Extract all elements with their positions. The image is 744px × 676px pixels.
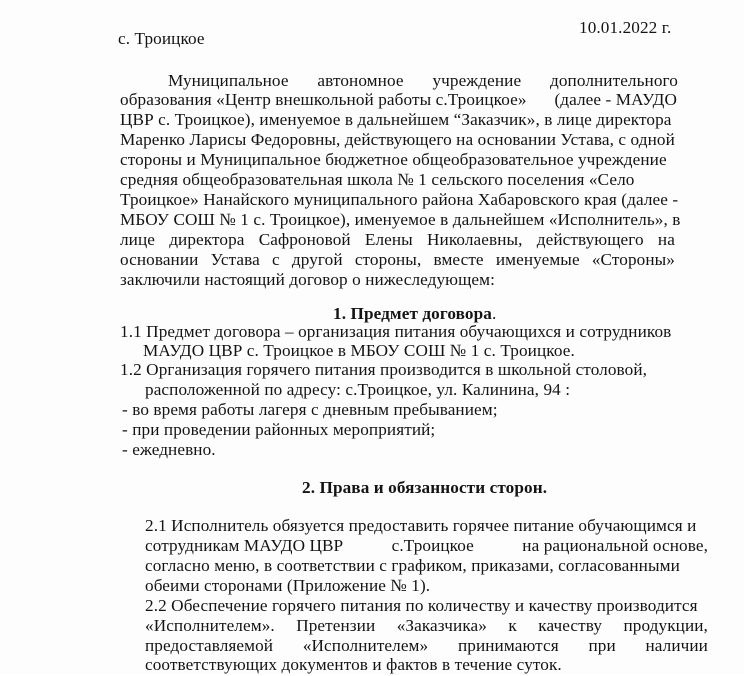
intro-word: Сафроновой — [258, 230, 351, 249]
intro-word: Елены — [364, 230, 413, 249]
item-2-2-word: «Заказчика» — [396, 616, 487, 635]
intro-word: дополнительного — [550, 71, 678, 90]
item-2-2-word: предоставляемой — [145, 636, 274, 655]
item-2-2-word: при — [588, 636, 616, 655]
document-date: 10.01.2022 г. — [579, 18, 672, 37]
item-2-1: 2.1 Исполнитель обязуется предоставить горячее питание обучающимся и — [145, 516, 697, 535]
intro-word: стороны, — [354, 250, 422, 269]
intro-segment: (далее - МАУДО — [554, 90, 677, 109]
section-2-title: 2. Права и обязанности сторон. — [302, 478, 548, 497]
intro-line-10 — [120, 249, 675, 271]
item-1-2-cont: расположенной по адресу: с.Троицкое, ул. Калинина, 94 : — [145, 380, 571, 399]
place-name: с. Троицкое — [118, 29, 205, 48]
item-1-1-cont: МАУДО ЦВР с. Троицкое в МБОУ СОШ № 1 с. Троицкое. — [143, 341, 575, 360]
item-2-2-word: «Исполнителем». — [145, 616, 275, 635]
intro-word: лице — [120, 230, 156, 249]
bullet-1: - во время работы лагеря с дневным пребыванием; — [122, 400, 498, 419]
intro-line-11: заключили настоящий договор о нижеследующем: — [120, 270, 496, 289]
item-2-2-word: качеству — [538, 616, 603, 635]
intro-word: с — [272, 250, 280, 269]
item-2-2-word: Претензии — [296, 616, 376, 635]
item-2-2-line-4: соответствующих документов и фактов в течение суток. — [145, 655, 562, 674]
item-2-1-segment: с.Троицкое — [391, 536, 474, 555]
item-2-2-word: к — [508, 616, 517, 635]
item-2-1-segment: на рациональной основе, — [522, 536, 708, 555]
intro-word: директора — [169, 230, 245, 249]
item-2-2-word: наличии — [645, 636, 708, 655]
intro-word: на — [657, 230, 675, 249]
intro-word: Николаевны, — [427, 230, 523, 249]
bullet-2: - при проведении районных мероприятий; — [122, 420, 436, 439]
intro-word: именуемые — [495, 250, 580, 269]
intro-line-8: МБОУ СОШ № 1 с. Троицкое), именуемое в дальнейшем «Исполнитель», в — [120, 210, 681, 229]
intro-word: Устава — [210, 250, 260, 269]
intro-line-5: стороны и Муниципальное бюджетное общеобразовательное учреждение — [120, 150, 667, 169]
item-2-1-line-4: обеими сторонами (Приложение № 1). — [145, 576, 431, 595]
intro-line-3: ЦВР с. Троицкое), именуемое в дальнейшем “Заказчик», в лице директора — [120, 110, 672, 129]
intro-line-4: Маренко Ларисы Федоровны, действующего на основании Устава, с одной — [120, 130, 675, 149]
item-2-2-word: «Исполнителем» — [302, 636, 429, 655]
intro-line-6: средняя общеобразовательная школа № 1 сельского поселения «Село — [120, 170, 635, 189]
intro-line-2 — [120, 89, 677, 111]
intro-segment: образования «Центр внешкольной работы с.Троицкое» — [120, 90, 527, 109]
item-1-1: 1.1 Предмет договора – организация питания обучающихся и сотрудников — [120, 322, 672, 341]
intro-line-7: Троицкое» Нанайского муниципального района Хабаровского края (далее - — [120, 190, 679, 209]
item-2-1-line-3: согласно меню, в соответствии с графиком, приказами, согласованными — [145, 556, 680, 575]
section-1-title-dot: . — [491, 304, 497, 323]
item-2-1-line-2 — [145, 535, 708, 557]
intro-line-9 — [120, 229, 675, 251]
item-2-2-word: продукции, — [623, 616, 708, 635]
bullet-3: - ежедневно. — [122, 440, 216, 459]
item-2-1-segment: сотрудникам МАУДО ЦВР — [145, 536, 344, 555]
section-1-title-text: 1. Предмет договора — [333, 304, 492, 323]
item-2-2-line-2 — [145, 615, 708, 637]
intro-word: «Стороны» — [591, 250, 675, 269]
intro-word: действующего — [536, 230, 644, 249]
intro-word: основании — [120, 250, 199, 269]
intro-word: другой — [291, 250, 343, 269]
intro-word: учреждение — [432, 71, 522, 90]
item-1-2: 1.2 Организация горячего питания производится в школьной столовой, — [120, 360, 648, 379]
item-2-2: 2.2 Обеспечение горячего питания по количеству и качеству производится — [145, 596, 698, 615]
item-2-2-word: принимаются — [457, 636, 559, 655]
intro-word: автономное — [317, 71, 404, 90]
intro-word: Муниципальное — [168, 71, 289, 90]
intro-word: вместе — [433, 250, 484, 269]
